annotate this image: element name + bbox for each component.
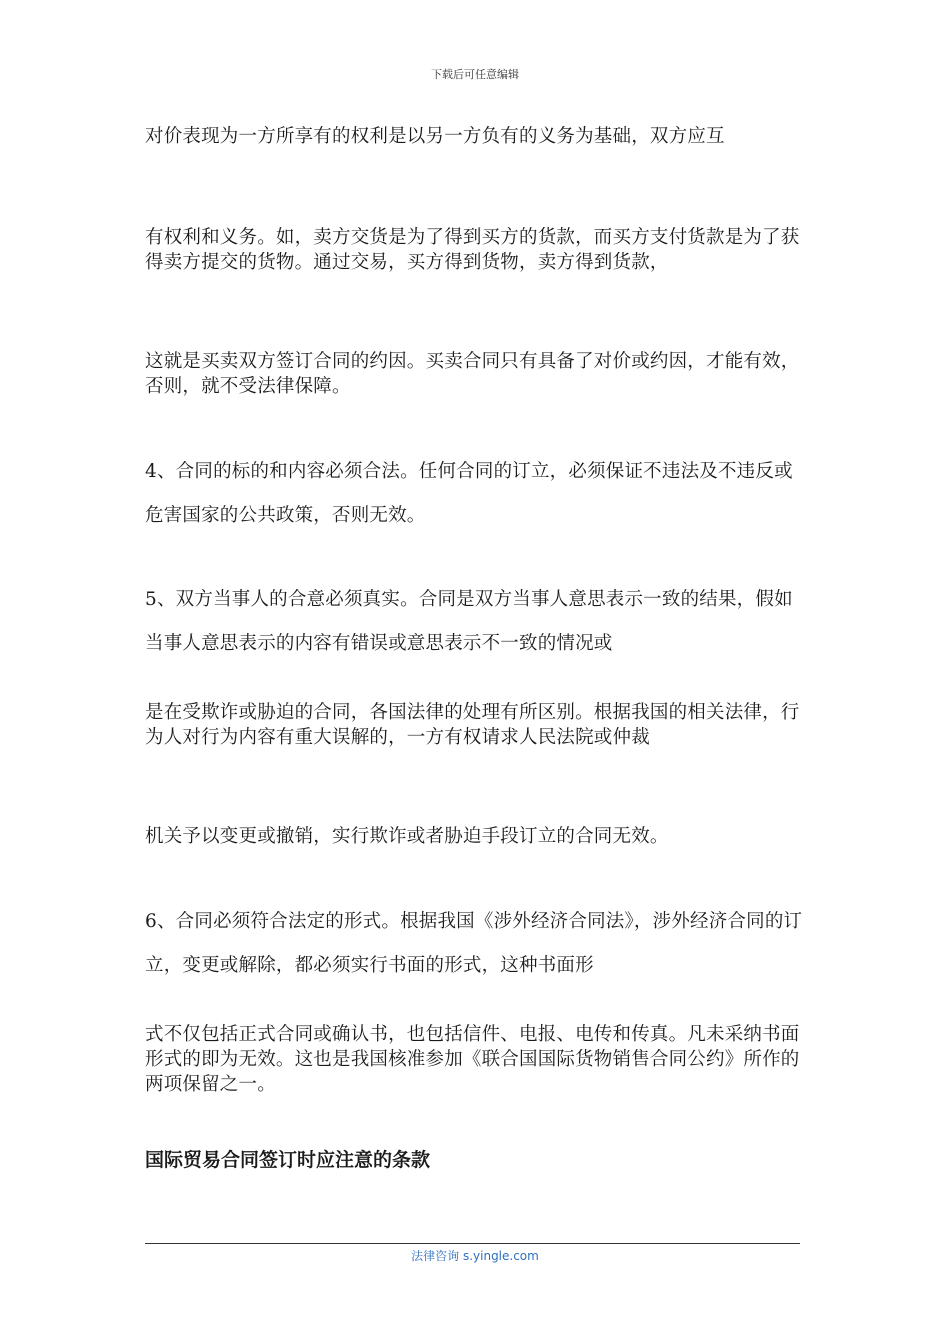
paragraph-item-5: 5、双方当事人的合意必须真实。合同是双方当事人意思表示一致的结果，假如当事人意思表示的内容有错误或意思表示不一致的情况或 — [145, 589, 793, 654]
section-heading: 国际贸易合同签订时应注意的条款 — [145, 1149, 431, 1171]
paragraph-revocation: 机关予以变更或撤销，实行欺诈或者胁迫手段订立的合同无效。 — [145, 826, 669, 847]
paragraph-contract-cause: 这就是买卖双方签订合同的约因。买卖合同只有具备了对价或约因，才能有效，否则，就不受法律保障。 — [145, 351, 800, 397]
paragraph-item-4: 4、合同的标的和内容必须合法。任何合同的订立，必须保证不违法及不违反或危害国家的公共政策，否则无效。 — [145, 461, 793, 526]
footer-link[interactable]: 法律咨询 s.yingle.com — [411, 1249, 539, 1263]
paragraph-item-6: 6、合同必须符合法定的形式。根据我国《涉外经济合同法》，涉外经济合同的订立，变更或解除，都必须实行书面的形式，这种书面形 — [145, 911, 803, 976]
footer-divider — [145, 1243, 800, 1244]
paragraph-rights-obligations: 有权利和义务。如，卖方交货是为了得到买方的货款，而买方支付货款是为了获得卖方提交的货物。通过交易，买方得到货物，卖方得到货款， — [145, 227, 800, 273]
paragraph-fraud-duress: 是在受欺诈或胁迫的合同，各国法律的处理有所区别。根据我国的相关法律，行为人对行为内容有重大误解的，一方有权请求人民法院或仲裁 — [145, 702, 800, 748]
header-note: 下载后可任意编辑 — [431, 68, 519, 81]
paragraph-consideration: 对价表现为一方所享有的权利是以另一方负有的义务为基础，双方应互 — [145, 126, 725, 147]
paragraph-written-form: 式不仅包括正式合同或确认书，也包括信件、电报、电传和传真。凡未采纳书面形式的即为无效。这也是我国核准参加《联合国国际货物销售合同公约》所作的两项保留之一。 — [145, 1024, 800, 1095]
